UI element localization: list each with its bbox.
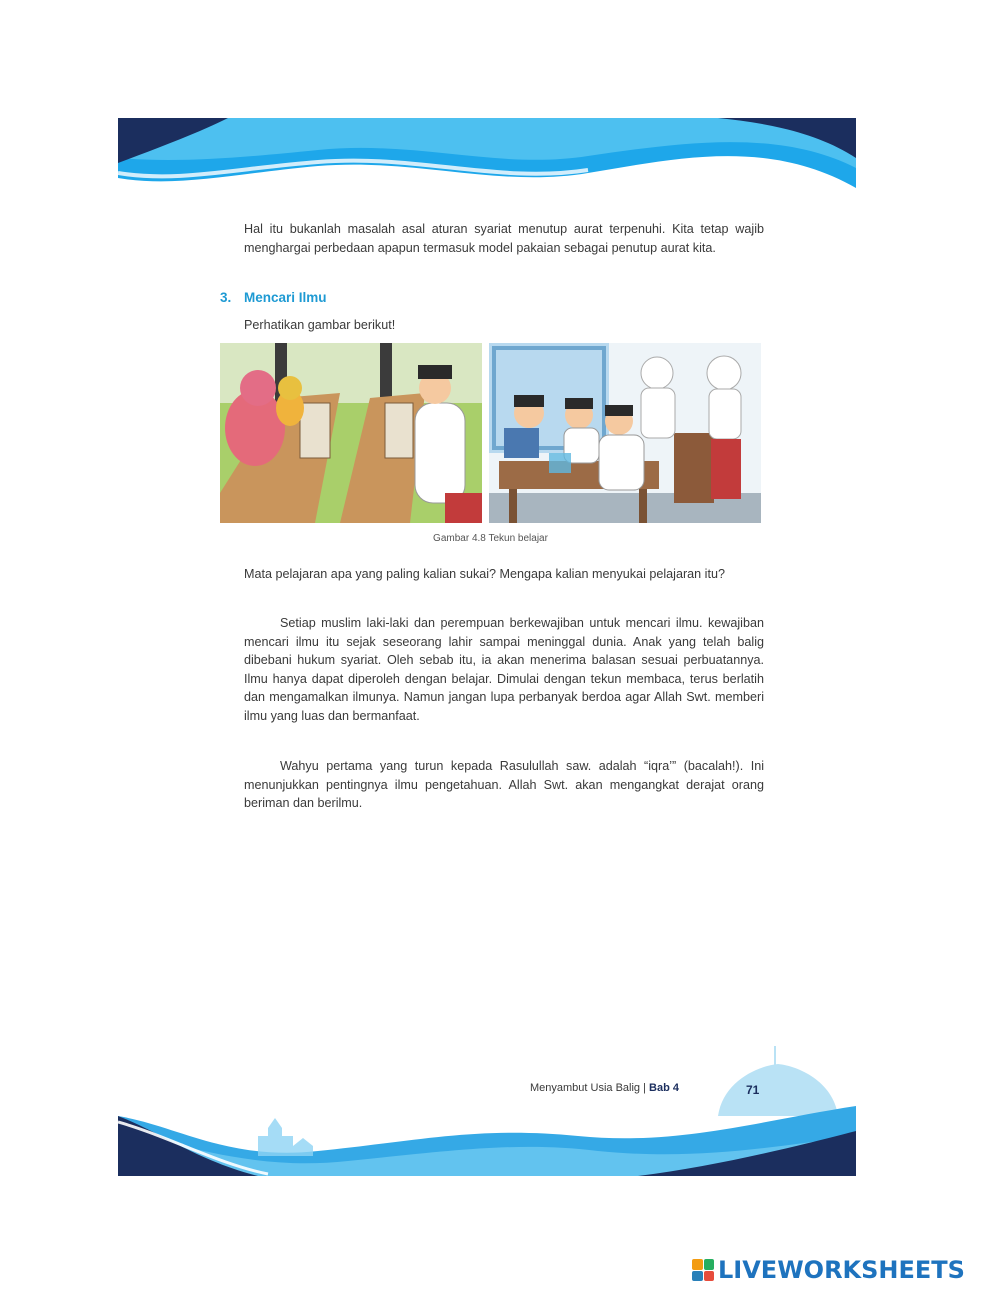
section-heading	[220, 290, 327, 305]
section-title: Mencari Ilmu	[244, 290, 327, 305]
footer-chapter-number: Bab 4	[649, 1082, 679, 1094]
figure-caption: Gambar 4.8 Tekun belajar	[433, 533, 548, 544]
body-paragraph-2: Wahyu pertama yang turun kepada Rasulullah saw. adalah “iqra’” (bacalah!). Ini menunjukkan pentingnya ilmu pengetahuan. Allah Swt. akan mengangkat derajat orang beriman dan berilmu.	[244, 759, 764, 811]
textbook-page	[118, 118, 856, 1176]
question-paragraph: Mata pelajaran apa yang paling kalian sukai? Mengapa kalian menyukai pelajaran itu?	[244, 567, 725, 581]
footer-chapter-label	[530, 1082, 679, 1094]
footer-wave-decoration	[118, 1036, 856, 1176]
illustration-students-reading	[220, 343, 482, 523]
liveworksheets-logo-icon	[692, 1259, 714, 1281]
intro-paragraph: Hal itu bukanlah masalah asal aturan syariat menutup aurat terpenuhi. Kita tetap wajib menghargai perbedaan apapun termasuk model pakaian sebagai penutup aurat kita.	[244, 222, 764, 255]
instruction-text: Perhatikan gambar berikut!	[244, 318, 396, 332]
liveworksheets-wordmark: LIVEWORKSHEETS	[718, 1256, 965, 1284]
footer-book-title: Menyambut Usia Balig |	[530, 1082, 650, 1094]
illustration-students-classroom	[489, 343, 761, 523]
liveworksheets-brand[interactable]	[692, 1256, 965, 1284]
header-wave-decoration	[118, 118, 856, 198]
section-number: 3.	[220, 290, 232, 305]
body-paragraph-1: Setiap muslim laki-laki dan perempuan berkewajiban untuk mencari ilmu. kewajiban mencari ilmu itu sejak seseorang lahir sampai meninggal dunia. Anak yang telah balig dibebani hukum syariat. Oleh sebab itu, ia akan menerima balasan sesuai perbuatannya. Ilmu hanya dapat diperoleh dengan belajar. Dimulai dengan tekun membaca, terus berlatih dan mengamalkan ilmunya. Namun jangan lupa perbanyak berdoa agar Allah Swt. memberi ilmu yang luas dan bermanfaat.	[244, 616, 764, 723]
page-number: 71	[746, 1083, 760, 1097]
